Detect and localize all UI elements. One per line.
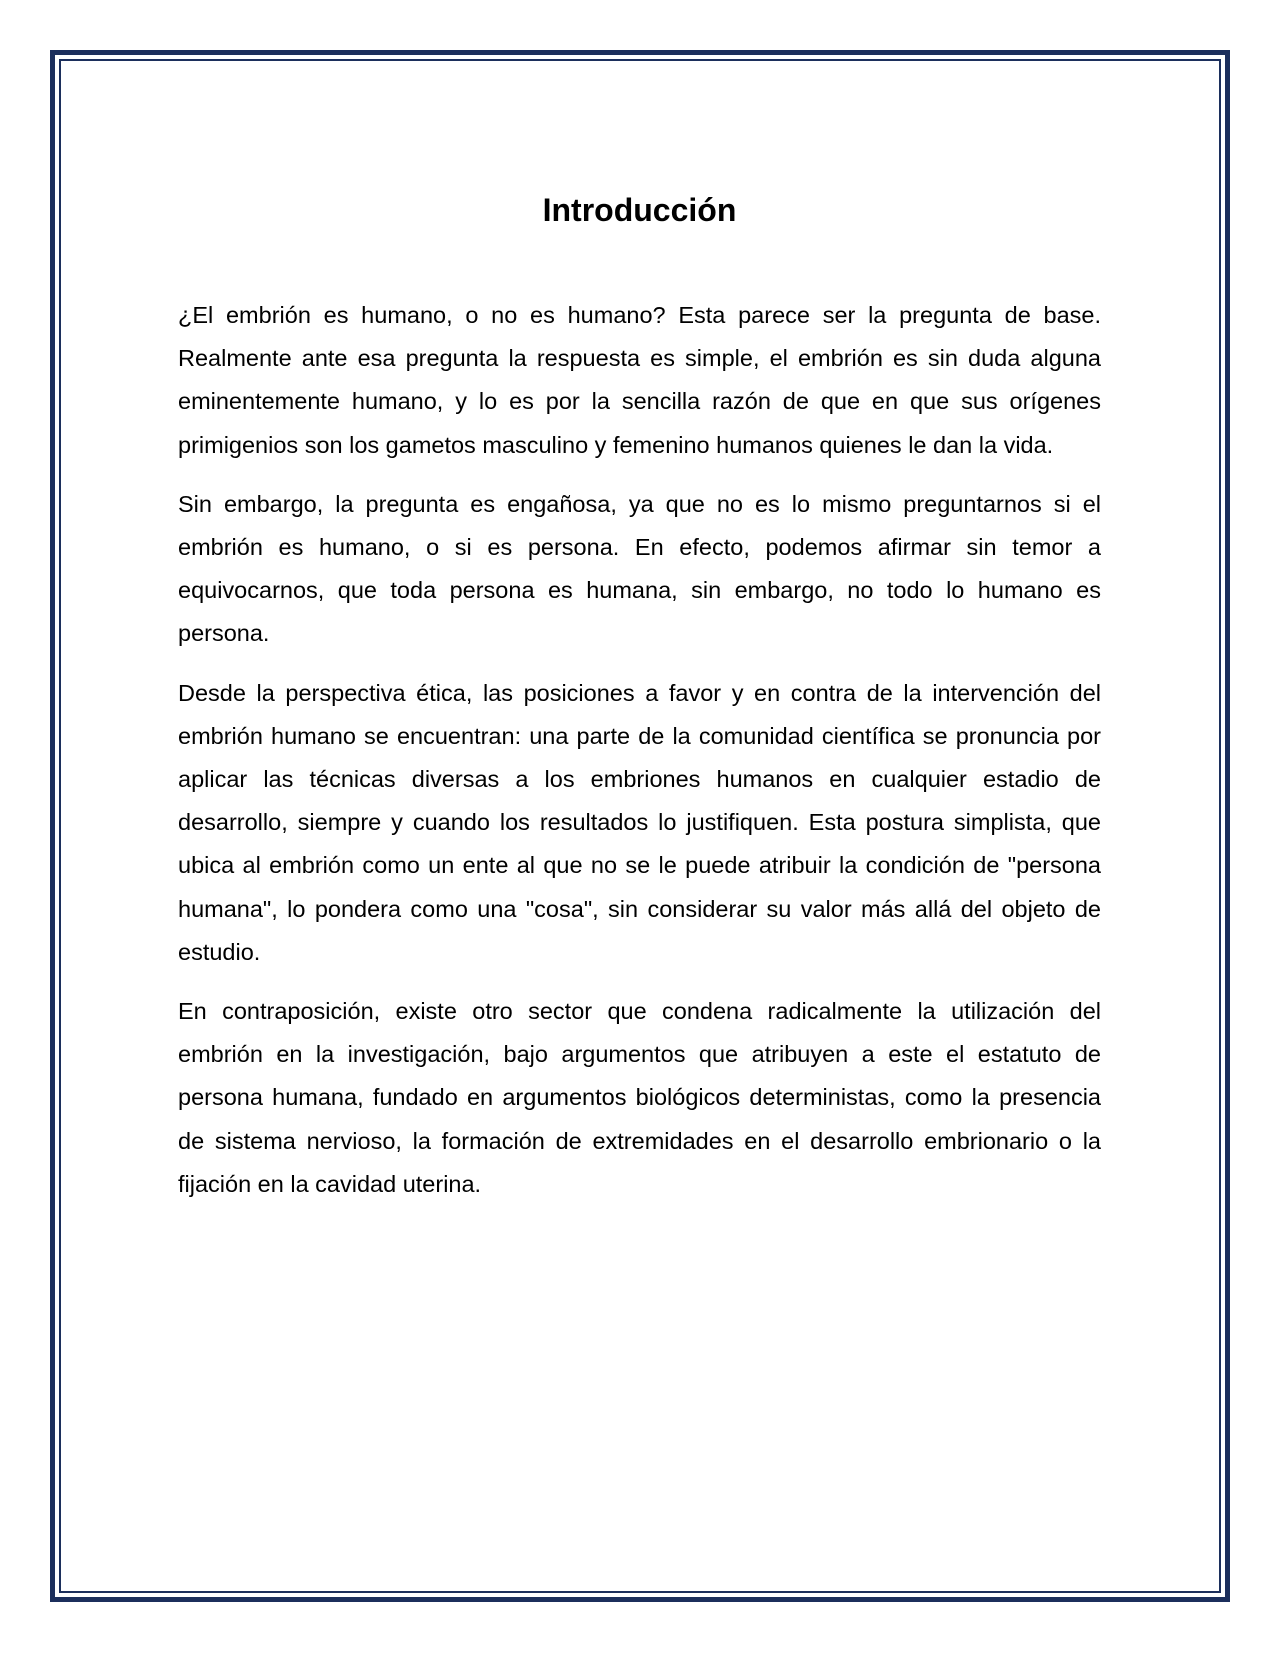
document-content xyxy=(178,190,1101,1222)
document-title: Introducción xyxy=(542,192,737,228)
paragraph-4: En contraposición, existe otro sector que condena radicalmente la utilización del embrión en la investigación, bajo argumentos que atribuyen a este el estatuto de persona humana, fundado en argumentos biológicos deterministas, como la presencia de sistema nervioso, la formación de extremidades en el desarrollo embrionario o la fijación en la cavidad uterina. xyxy=(178,998,1101,1197)
paragraph-3: Desde la perspectiva ética, las posiciones a favor y en contra de la intervención del embrión humano se encuentran: una parte de la comunidad científica se pronuncia por aplicar las técnicas diversas a los embriones humanos en cualquier estadio de desarrollo, siempre y cuando los resultados lo justifiquen. Esta postura simplista, que ubica al embrión como un ente al que no se le puede atribuir la condición de "persona humana", lo pondera como una "cosa", sin considerar su valor más allá del objeto de estudio. xyxy=(178,679,1101,965)
document-body xyxy=(178,294,1101,1206)
paragraph-2: Sin embargo, la pregunta es engañosa, ya que no es lo mismo preguntarnos si el embrión es humano, o si es persona. En efecto, podemos afirmar sin temor a equivocarnos, que toda persona es humana, sin embargo, no todo lo humano es persona. xyxy=(178,490,1101,647)
paragraph-1: ¿El embrión es humano, o no es humano? Esta parece ser la pregunta de base. Realmente ante esa pregunta la respuesta es simple, el embrión es sin duda alguna eminentemente humano, y lo es por la sencilla razón de que en que sus orígenes primigenios son los gametos masculino y femenino humanos quienes le dan la vida. xyxy=(178,302,1101,458)
